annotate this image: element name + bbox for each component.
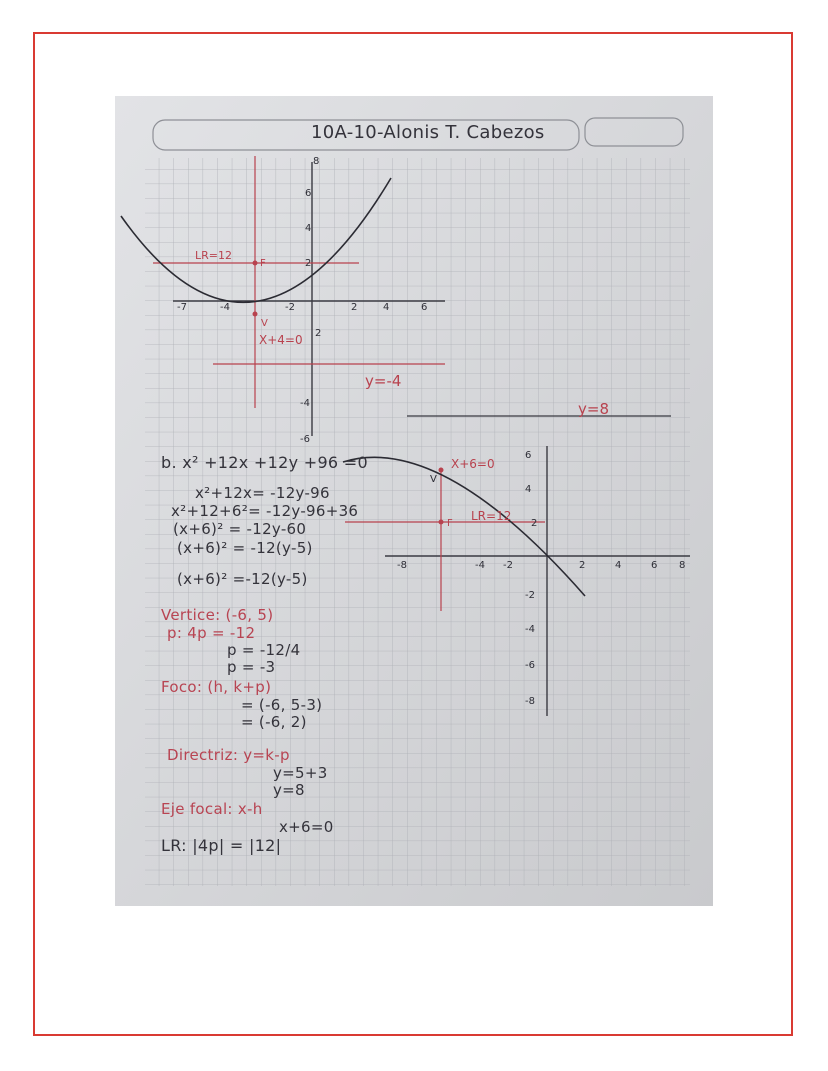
g2-y-tick: 4: [525, 484, 532, 495]
g1-lr-label: LR=12: [195, 249, 232, 262]
g2-x-tick: 6: [651, 560, 658, 571]
g1-y-tick: -6: [300, 434, 310, 445]
step-line: x²+12x= -12y-96: [195, 484, 330, 502]
g1-x-tick: -4: [220, 302, 230, 313]
g1-x-tick: 2: [351, 302, 358, 313]
g2-lr-label: LR=12: [471, 509, 512, 523]
step-line: (x+6)² =-12(y-5): [177, 570, 308, 588]
step-line: (x+6)² = -12(y-5): [177, 539, 313, 557]
g2-vertex-label: V: [430, 474, 437, 485]
foco-line: = (-6, 2): [241, 713, 307, 731]
notebook-photo: [115, 96, 713, 906]
g1-y-tick: 2: [305, 258, 312, 269]
g2-y-tick: -4: [525, 624, 535, 635]
foco-line: Foco: (h, k+p): [161, 678, 272, 696]
g1-y-tick: 4: [305, 223, 312, 234]
p-line: p: 4p = -12: [167, 624, 256, 642]
g2-x-tick: -4: [475, 560, 485, 571]
directriz-line: Directriz: y=k-p: [167, 746, 290, 764]
vertex-line: Vertice: (-6, 5): [161, 606, 274, 624]
g1-x-tick: -7: [177, 302, 187, 313]
g2-x-tick: 2: [579, 560, 586, 571]
g1-y-tick: 8: [313, 156, 320, 167]
eje-line: x+6=0: [279, 818, 334, 836]
g2-x-tick: 8: [679, 560, 686, 571]
g1-x-tick: 6: [421, 302, 428, 313]
g1-axis-label: X+4=0: [259, 333, 303, 347]
g2-y-tick: 2: [531, 518, 538, 529]
eje-line: Eje focal: x-h: [161, 800, 263, 818]
directriz-line: y=8: [273, 781, 305, 799]
p-line: p = -3: [227, 658, 276, 676]
g2-x-tick: -2: [503, 560, 513, 571]
g2-axis-label: X+6=0: [451, 457, 495, 471]
g1-focus-point: [253, 261, 258, 266]
g2-x-tick: -8: [397, 560, 407, 571]
g2-y-tick: -8: [525, 696, 535, 707]
step-line: x²+12+6²= -12y-96+36: [171, 502, 359, 520]
g2-focus-label: F: [447, 518, 453, 529]
p-line: p = -12/4: [227, 641, 301, 659]
g1-y-tick: -4: [300, 398, 310, 409]
header-title: 10A-10-Alonis T. Cabezos: [311, 122, 545, 143]
g2-y-tick: 6: [525, 450, 532, 461]
foco-line: = (-6, 5-3): [241, 696, 323, 714]
g2-x-tick: 4: [615, 560, 622, 571]
g2-y-tick: -2: [525, 590, 535, 601]
g1-y-tick: 6: [305, 188, 312, 199]
g1-y-tick: 2: [315, 328, 322, 339]
step-line: (x+6)² = -12y-60: [173, 520, 307, 538]
directriz-line: y=5+3: [273, 764, 328, 782]
g1-x-tick: -2: [285, 302, 295, 313]
g1-x-tick: 4: [383, 302, 390, 313]
g2-focus-point: [439, 520, 444, 525]
lr-line: LR: |4p| = |12|: [161, 836, 282, 855]
g2-y-tick: -6: [525, 660, 535, 671]
g2-vertex-point: [439, 468, 444, 473]
g1-vertex-point: [253, 312, 258, 317]
g1-vertex-label: V: [261, 318, 268, 329]
g1-focus-label: F: [260, 258, 266, 269]
g2-directrix-label: y=8: [578, 400, 609, 418]
problem-statement: b. x² +12x +12y +96 =0: [161, 453, 368, 472]
g1-directrix-label: y=-4: [365, 372, 402, 390]
